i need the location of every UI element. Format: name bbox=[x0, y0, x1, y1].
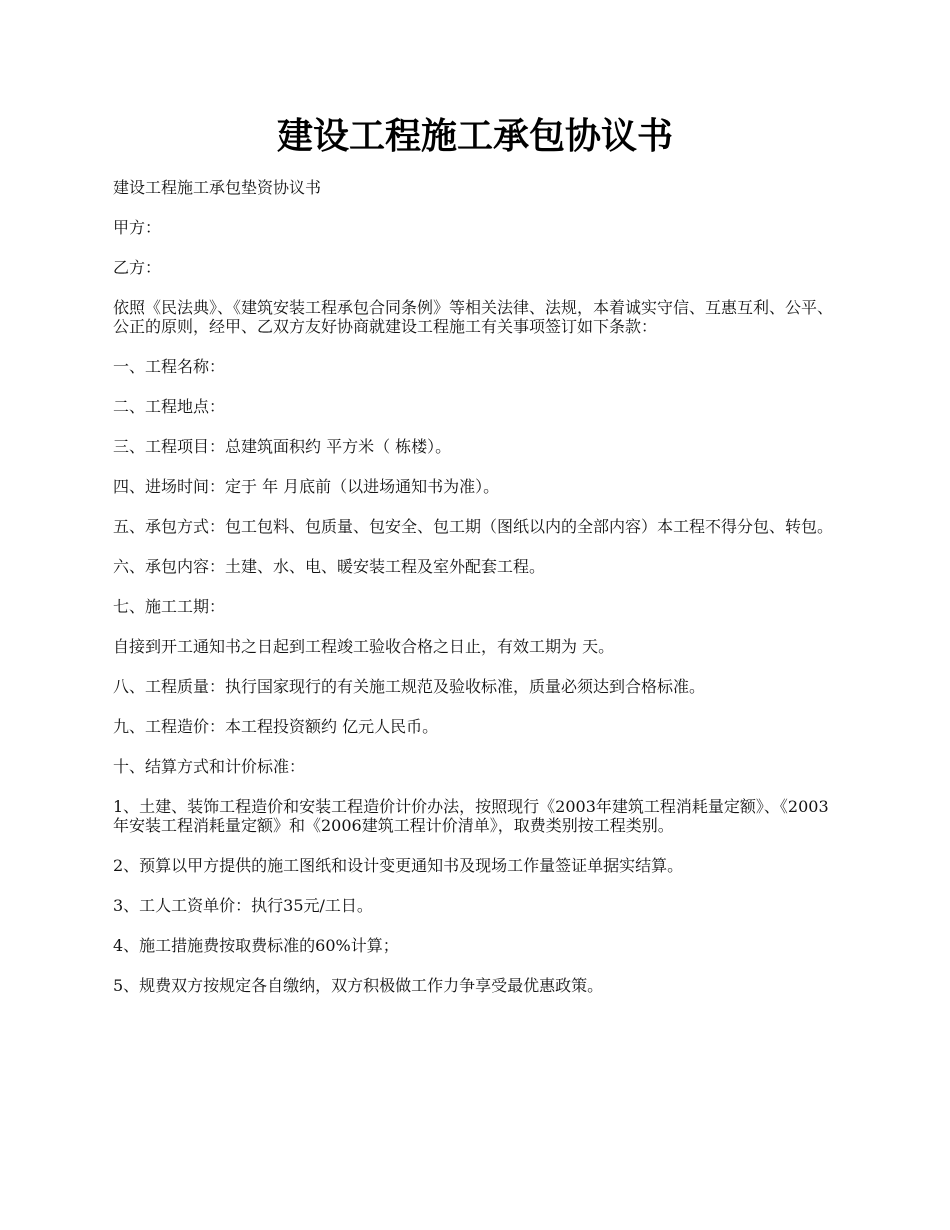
paragraph-project-location: 二、工程地点： bbox=[113, 397, 226, 416]
paragraph-project-scope: 三、工程项目：总建筑面积约 平方米（ 栋楼）。 bbox=[113, 437, 452, 456]
paragraph-settlement-2: 2、预算以甲方提供的施工图纸和设计变更通知书及现场工作量签证单据实结算。 bbox=[113, 856, 684, 875]
paragraph-construction-period: 七、施工工期： bbox=[113, 597, 226, 616]
paragraph-settlement-1: 1、土建、装饰工程造价和安装工程造价计价办法，按照现行《2003年建筑工程消耗量定额》、《2003年安装工程消耗量定额》和《2006建筑工程计价清单》，取费类别按工程类别。 bbox=[113, 797, 829, 835]
paragraph-preamble: 依照《民法典》、《建筑安装工程承包合同条例》等相关法律、法规，本着诚实守信、互惠互利、公平、公正的原则，经甲、乙双方友好协商就建设工程施工有关事项签订如下条款： bbox=[113, 298, 834, 336]
paragraph-subtitle: 建设工程施工承包垫资协议书 bbox=[113, 178, 322, 197]
paragraph-entry-time: 四、进场时间：定于 年 月底前（以进场通知书为准）。 bbox=[113, 477, 500, 496]
paragraph-settlement-5: 5、规费双方按规定各自缴纳，双方积极做工作力争享受最优惠政策。 bbox=[113, 976, 604, 995]
paragraph-quality: 八、工程质量：执行国家现行的有关施工规范及验收标准，质量必须达到合格标准。 bbox=[113, 677, 706, 696]
paragraph-project-name: 一、工程名称： bbox=[113, 357, 226, 376]
document-body bbox=[113, 178, 843, 1016]
paragraph-party-a: 甲方： bbox=[113, 218, 162, 237]
paragraph-period-detail: 自接到开工通知书之日起到工程竣工验收合格之日止，有效工期为 天。 bbox=[113, 637, 615, 656]
paragraph-settlement-heading: 十、结算方式和计价标准： bbox=[113, 757, 306, 776]
paragraph-contract-method: 五、承包方式：包工包料、包质量、包安全、包工期（图纸以内的全部内容）本工程不得分包、转包。 bbox=[113, 517, 834, 536]
paragraph-settlement-4: 4、施工措施费按取费标准的60%计算； bbox=[113, 936, 399, 955]
document-title: 建设工程施工承包协议书 bbox=[276, 115, 673, 157]
paragraph-settlement-3: 3、工人工资单价：执行35元/工日。 bbox=[113, 896, 373, 915]
paragraph-contract-content: 六、承包内容：土建、水、电、暖安装工程及室外配套工程。 bbox=[113, 557, 546, 576]
paragraph-cost: 九、工程造价：本工程投资额约 亿元人民币。 bbox=[113, 717, 439, 736]
paragraph-party-b: 乙方： bbox=[113, 258, 162, 277]
